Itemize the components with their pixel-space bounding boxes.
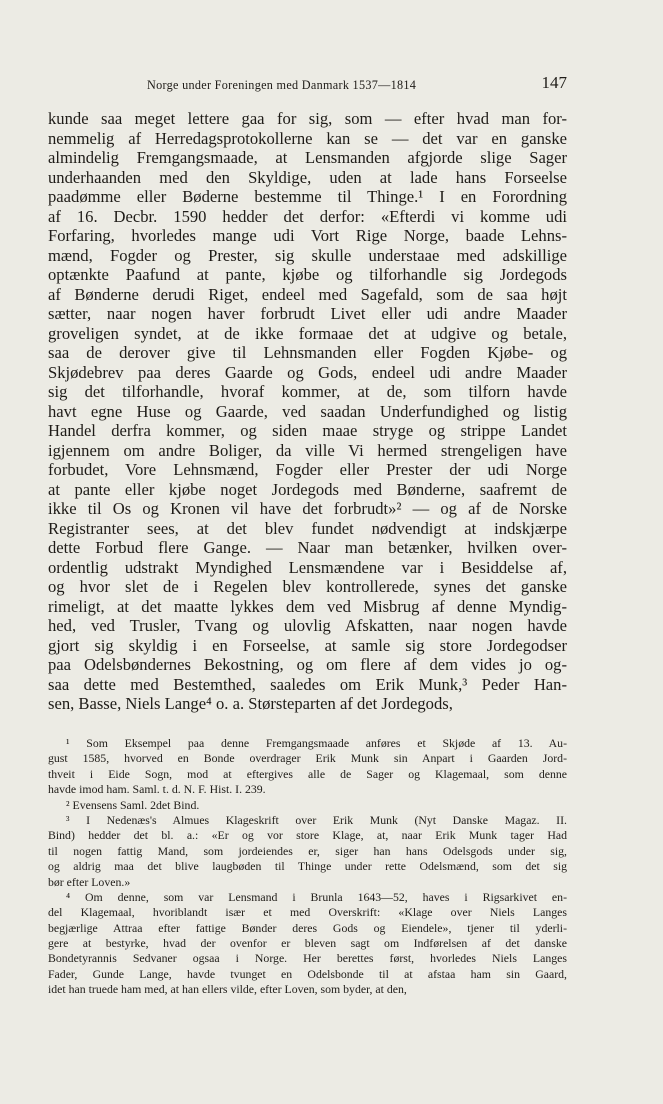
text-line: kunde saa meget lettere gaa for sig, som — efter hvad man for-: [48, 109, 567, 128]
footnote-line: begjærlige Attraa efter fattige Bønder deres Gods og Eiendele», tjener til yderli-: [48, 920, 567, 935]
footnote-line: til nogen fattig Mand, som jordeiendes er, siger han hans Odelsgods under sig,: [48, 843, 567, 858]
footnote: [48, 798, 567, 813]
text-line: mænd, Fogder og Prester, sig skulle understaae med adskillige: [48, 245, 567, 265]
text-line: rimeligt, at det maatte lykkes dem ved Misbrug af denne Myndig-: [48, 596, 567, 616]
body-text: [48, 109, 567, 714]
footnote-line: thveit i Eide Sogn, mod at eftergives alle de Sager og Klagemaal, som denne: [48, 766, 567, 781]
footnote-line: Bondetyrannis Sedvaner ogsaa i Norge. Her berettes først, hvorledes Niels Langes: [48, 951, 567, 966]
footnote: [48, 736, 567, 798]
text-line: Forfaring, hvorledes mange udi Vort Rige Norge, baade Lehns-: [48, 226, 567, 245]
text-line: optænkte Paafund at pante, kjøbe og tilforhandle sig Jordegods: [48, 265, 567, 284]
text-line: hed, ved Trusler, Tvang og ulovlig Afskatten, naar nogen havde: [48, 616, 567, 635]
text-line: Registranter sees, at det blev fundet nødvendigt at indskjærpe: [48, 518, 567, 538]
running-title: Norge under Foreningen med Danmark 1537—1814: [147, 78, 417, 92]
footnote-line: Fader, Gunde Lange, havde tvunget en Odelsbonde til at afstaa ham sin Gaard,: [48, 966, 567, 981]
footnote-line: havde imod ham. Saml. t. d. N. F. Hist. I. 239.: [48, 782, 266, 797]
footnote-line: ¹ Som Eksempel paa denne Fremgangsmaade anføres et Skjøde af 13. Au-: [66, 736, 567, 750]
text-line: sig det tilforhandle, hvoraf kommer, at de, som tilforn havde: [48, 382, 567, 401]
footnote-line: og aldrig maa det blive laugbøden til Thinge under rette Odelsmænd, som det sig: [48, 859, 567, 874]
footnote-line: del Klagemaal, hvoriblandt især et med Overskrift: «Klage over Niels Langes: [48, 905, 567, 920]
text-line: paa Odelsbøndernes Bekostning, og om flere af dem vides jo og-: [48, 655, 567, 674]
text-line: igjennem om andre Boliger, da ville Vi hermed strengeligen have: [48, 440, 567, 460]
text-line: almindelig Fremgangsmaade, at Lensmanden afgjorde slige Sager: [48, 148, 567, 167]
text-line: saa dette med Bestemthed, saaledes om Erik Munk,³ Peder Han-: [48, 674, 567, 694]
footnotes: [48, 736, 567, 998]
text-line: ikke til Os og Kronen vil have det forbrudt»² — og af de Norske: [48, 499, 567, 518]
footnote-line: gere at bestyrke, hvad der ovenfor er bleven sagt om Indførelsen af det danske: [48, 936, 567, 951]
text-line: og hvor slet de i Regelen blev kontrollerede, synes det ganske: [48, 577, 567, 596]
page-header: [147, 73, 567, 95]
text-line: nemmelig af Herredagsprotokollerne kan se — det var en ganske: [48, 128, 567, 148]
page-number: 147: [541, 73, 567, 92]
footnote-line: gust 1585, hvorved en Bonde overdrager Erik Munk sin Anpart i Gaarden Jord-: [48, 751, 567, 766]
text-line: paadømme eller Bøderne bestemme til Thinge.¹ I en Forordning: [48, 187, 567, 206]
text-line: Skjødebrev paa deres Gaarde og Gods, endeel udi andre Maader: [48, 362, 567, 382]
footnote-line: ² Evensens Saml. 2det Bind.: [66, 797, 200, 812]
text-line: Handel derfra kommer, og siden maae stryge og strippe Landet: [48, 421, 567, 440]
text-line: gjort sig skyldig i en Forseelse, at samle sig store Jordegodser: [48, 635, 567, 655]
footnote: [48, 813, 567, 890]
text-line: af Bønderne derudi Riget, endeel med Sagefald, som de saa højt: [48, 284, 567, 304]
text-line: saa de derover give til Lehnsmanden eller Fogden Kjøbe- og: [48, 343, 567, 362]
text-line: sen, Basse, Niels Lange⁴ o. a. Størsteparten af det Jordegods,: [48, 694, 453, 713]
text-line: dette Forbud flere Gange. — Naar man betænker, hvilken over-: [48, 538, 567, 557]
footnote-line: ³ I Nedenæs's Almues Klageskrift over Erik Munk (Nyt Danske Magaz. II.: [66, 812, 567, 827]
footnote-line: bør efter Loven.»: [48, 874, 131, 889]
text-line: at pante eller kjøbe noget Jordegods med Bønderne, saafremt de: [48, 479, 567, 499]
footnote-line: Bind) hedder det bl. a.: «Er og vor store Klage, at, naar Erik Munk tager Had: [48, 828, 567, 843]
text-line: havt egne Huse og Gaarde, ved saadan Underfundighed og listig: [48, 401, 567, 421]
text-line: ordentlig udstrakt Myndighed Lensmændene var i Besiddelse af,: [48, 557, 567, 577]
text-line: af 16. Decbr. 1590 hedder det derfor: «Efterdi vi komme udi: [48, 206, 567, 226]
text-line: sætter, naar nogen haver forbrudt Livet eller udi andre Maader: [48, 304, 567, 323]
footnote-line: idet han truede ham med, at han ellers vilde, efter Loven, som byder, at den,: [48, 982, 407, 997]
footnote: [48, 890, 567, 998]
footnote-line: ⁴ Om denne, som var Lensmand i Brunla 1643—52, haves i Rigsarkivet en-: [66, 889, 567, 904]
text-line: underhaanden med den Skyldige, uden at lade hans Forseelse: [48, 167, 567, 187]
text-line: groveligen syndet, at de ikke formaae det at udgive og betale,: [48, 323, 567, 343]
text-line: forbudet, Vore Lehnsmænd, Fogder eller Prester der udi Norge: [48, 460, 567, 479]
